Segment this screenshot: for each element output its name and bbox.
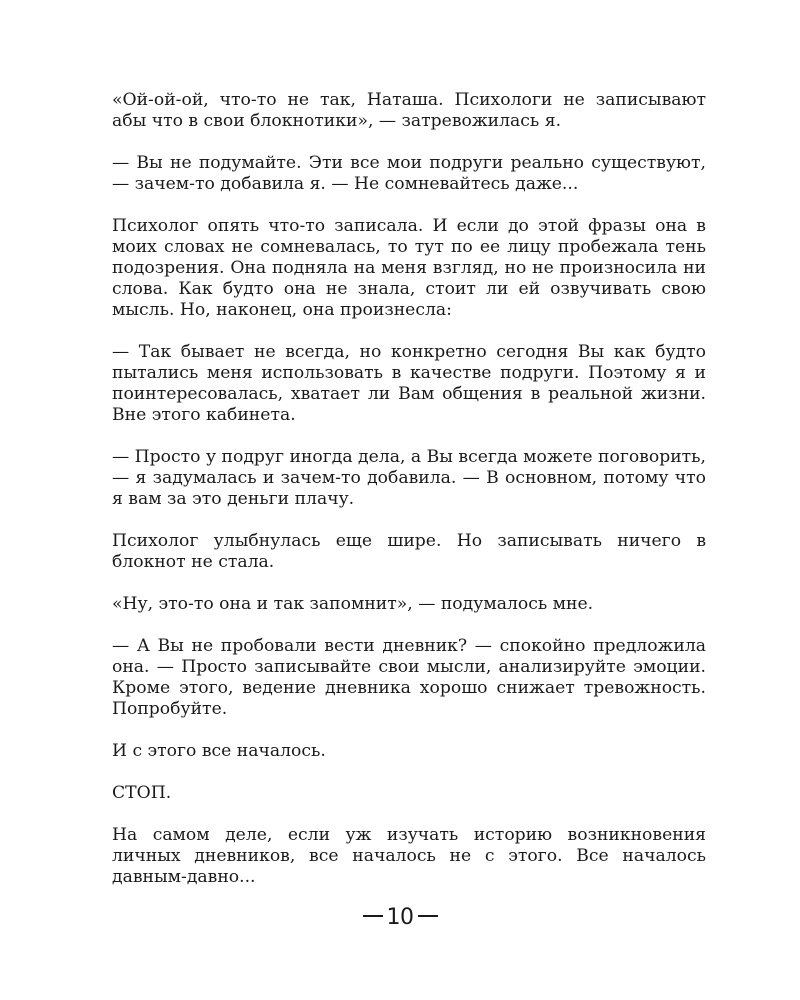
folio-dash-right xyxy=(418,915,438,917)
paragraph: И с этого все началось. xyxy=(112,741,326,761)
paragraph: СТОП. xyxy=(112,783,172,803)
body-text xyxy=(112,90,706,888)
paragraph: «Ну, это-то она и так запомнит», — подумалось мне. xyxy=(112,594,594,614)
paragraph: Психолог улыбнулась еще шире. Но записывать ничего в блокнот не стала. xyxy=(112,531,706,572)
paragraph: — А Вы не пробовали вести дневник? — спокойно предложила она. — Просто записывайте свои мысли, анализируйте эмоции. Кроме этого, ведение дневника хорошо снижает тревожность. Попробуйте. xyxy=(112,636,706,719)
paragraph: — Просто у подруг иногда дела, а Вы всегда можете поговорить, — я задумалась и зачем-то добавила. — В основном, потому что я вам за это деньги плачу. xyxy=(112,447,706,509)
paragraph: «Ой-ой-ой, что-то не так, Наташа. Психологи не записывают абы что в свои блокнотики», — затревожилась я. xyxy=(112,90,706,131)
paragraph: — Так бывает не всегда, но конкретно сегодня Вы как будто пытались меня использовать в качестве подруги. Поэтому я и поинтересовалась, хватает ли Вам общения в реальной жизни. Вне этого кабинета. xyxy=(112,342,706,425)
paragraph: — Вы не подумайте. Эти все мои подруги реально существуют, — зачем-то добавила я. — Не сомневайтесь даже... xyxy=(112,153,706,194)
paragraph: Психолог опять что-то записала. И если до этой фразы она в моих словах не сомневалась, то тут по ее лицу пробежала тень подозрения. Она подняла на меня взгляд, но не произносила ни слова. Как будто она не знала, стоит ли ей озвучивать свою мысль. Но, наконец, она произнесла: xyxy=(112,216,706,320)
paragraph: На самом деле, если уж изучать историю возникновения личных дневников, все началось не с этого. Все началось давным-давно... xyxy=(112,825,706,887)
folio-dash-left xyxy=(363,915,383,917)
page-number-footer xyxy=(0,903,800,933)
page-number: 10 xyxy=(386,905,414,930)
